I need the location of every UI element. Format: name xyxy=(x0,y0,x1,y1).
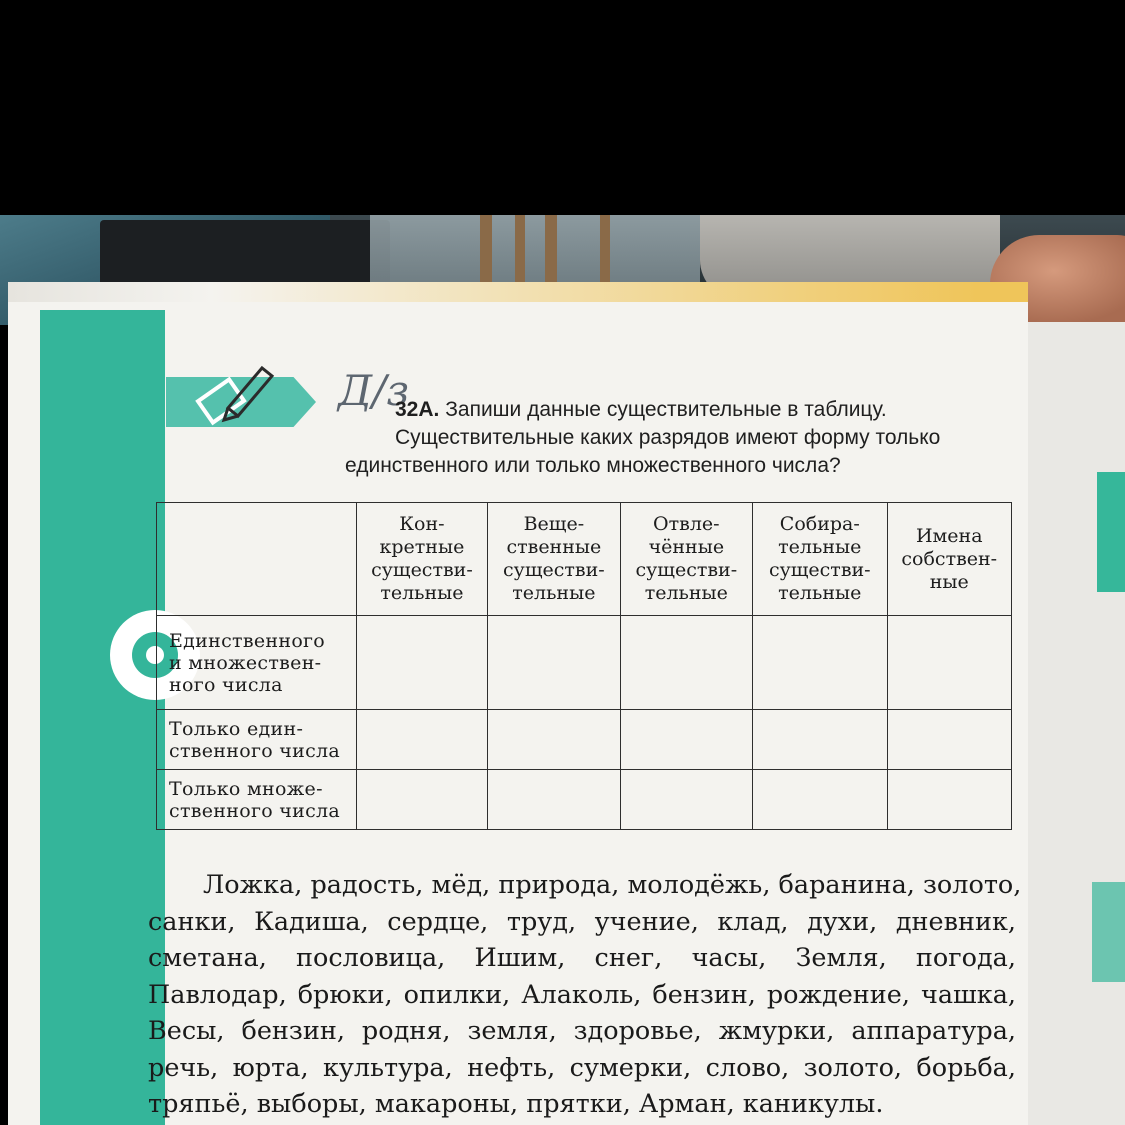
classification-table xyxy=(156,502,1012,830)
row-head-text: Только множе- ственного числа xyxy=(169,777,341,822)
header-collective xyxy=(753,503,887,616)
row-head-both-numbers xyxy=(157,616,357,710)
table-cell xyxy=(488,616,620,710)
right-page xyxy=(1022,322,1125,1125)
table-cell xyxy=(753,770,887,830)
table-cell xyxy=(887,770,1011,830)
margin-band xyxy=(40,310,165,1125)
table-cell xyxy=(488,710,620,770)
task-text: Запиши данные существительные в таблицу. xyxy=(445,398,887,421)
word-line: Весы, бензин, родня, земля, здоровье, жмурки, аппаратура, xyxy=(148,1016,1016,1046)
header-proper xyxy=(887,503,1011,616)
exercise-task xyxy=(345,396,1005,480)
word-line: тряпьё, выборы, макароны, прятки, Арман, каникулы. xyxy=(148,1089,884,1119)
table-cell xyxy=(356,616,487,710)
header-abstract xyxy=(620,503,752,616)
word-line: Ложка, радость, мёд, природа, молодёжь, баранина, золото, xyxy=(203,870,1022,900)
table-cell xyxy=(753,616,887,710)
table-cell xyxy=(887,710,1011,770)
header-material xyxy=(488,503,620,616)
word-list xyxy=(148,867,1022,1123)
header-text: Имена собствен- ные xyxy=(901,524,998,593)
task-line-1 xyxy=(345,396,1005,424)
table-cell xyxy=(620,710,752,770)
table-cell xyxy=(356,710,487,770)
header-empty xyxy=(157,503,357,616)
table-cell xyxy=(356,770,487,830)
row-head-plural-only xyxy=(157,770,357,830)
table-cell xyxy=(488,770,620,830)
word-line: сметана, пословица, Ишим, снег, часы, Земля, погода, xyxy=(148,943,1016,973)
homework-mark: Д/з xyxy=(338,366,410,415)
header-text: Кон- кретные существи- тельные xyxy=(371,513,473,604)
header-text: Веще- ственные существи- тельные xyxy=(503,513,605,604)
row-head-singular-only xyxy=(157,710,357,770)
header-concrete xyxy=(356,503,487,616)
table-cell xyxy=(887,616,1011,710)
task-line-2: Существительные каких разрядов имеют форму только xyxy=(395,426,941,449)
page-edge xyxy=(8,282,1028,302)
exercise-number: 32А. xyxy=(395,398,440,421)
header-text: Отвле- чённые существи- тельные xyxy=(635,513,738,604)
row-head-text: Единственного и множествен- ного числа xyxy=(169,629,326,696)
word-line: Павлодар, брюки, опилки, Алаколь, бензин, рождение, чашка, xyxy=(148,979,1016,1010)
table-cell xyxy=(620,616,752,710)
header-text: Собира- тельные существи- тельные xyxy=(768,513,871,604)
right-page-band xyxy=(1092,882,1125,982)
pencil-icon xyxy=(190,360,280,430)
table-cell xyxy=(753,710,887,770)
table-cell xyxy=(620,770,752,830)
row-head-text: Только един- ственного числа xyxy=(169,717,341,762)
task-line-3: единственного или только множественного числа? xyxy=(345,454,841,477)
word-line: санки, Кадиша, сердце, труд, учение, клад, духи, дневник, xyxy=(148,906,1016,937)
word-line: речь, юрта, культура, нефть, сумерки, слово, золото, борьба, xyxy=(148,1052,1016,1083)
right-page-band xyxy=(1097,472,1125,592)
